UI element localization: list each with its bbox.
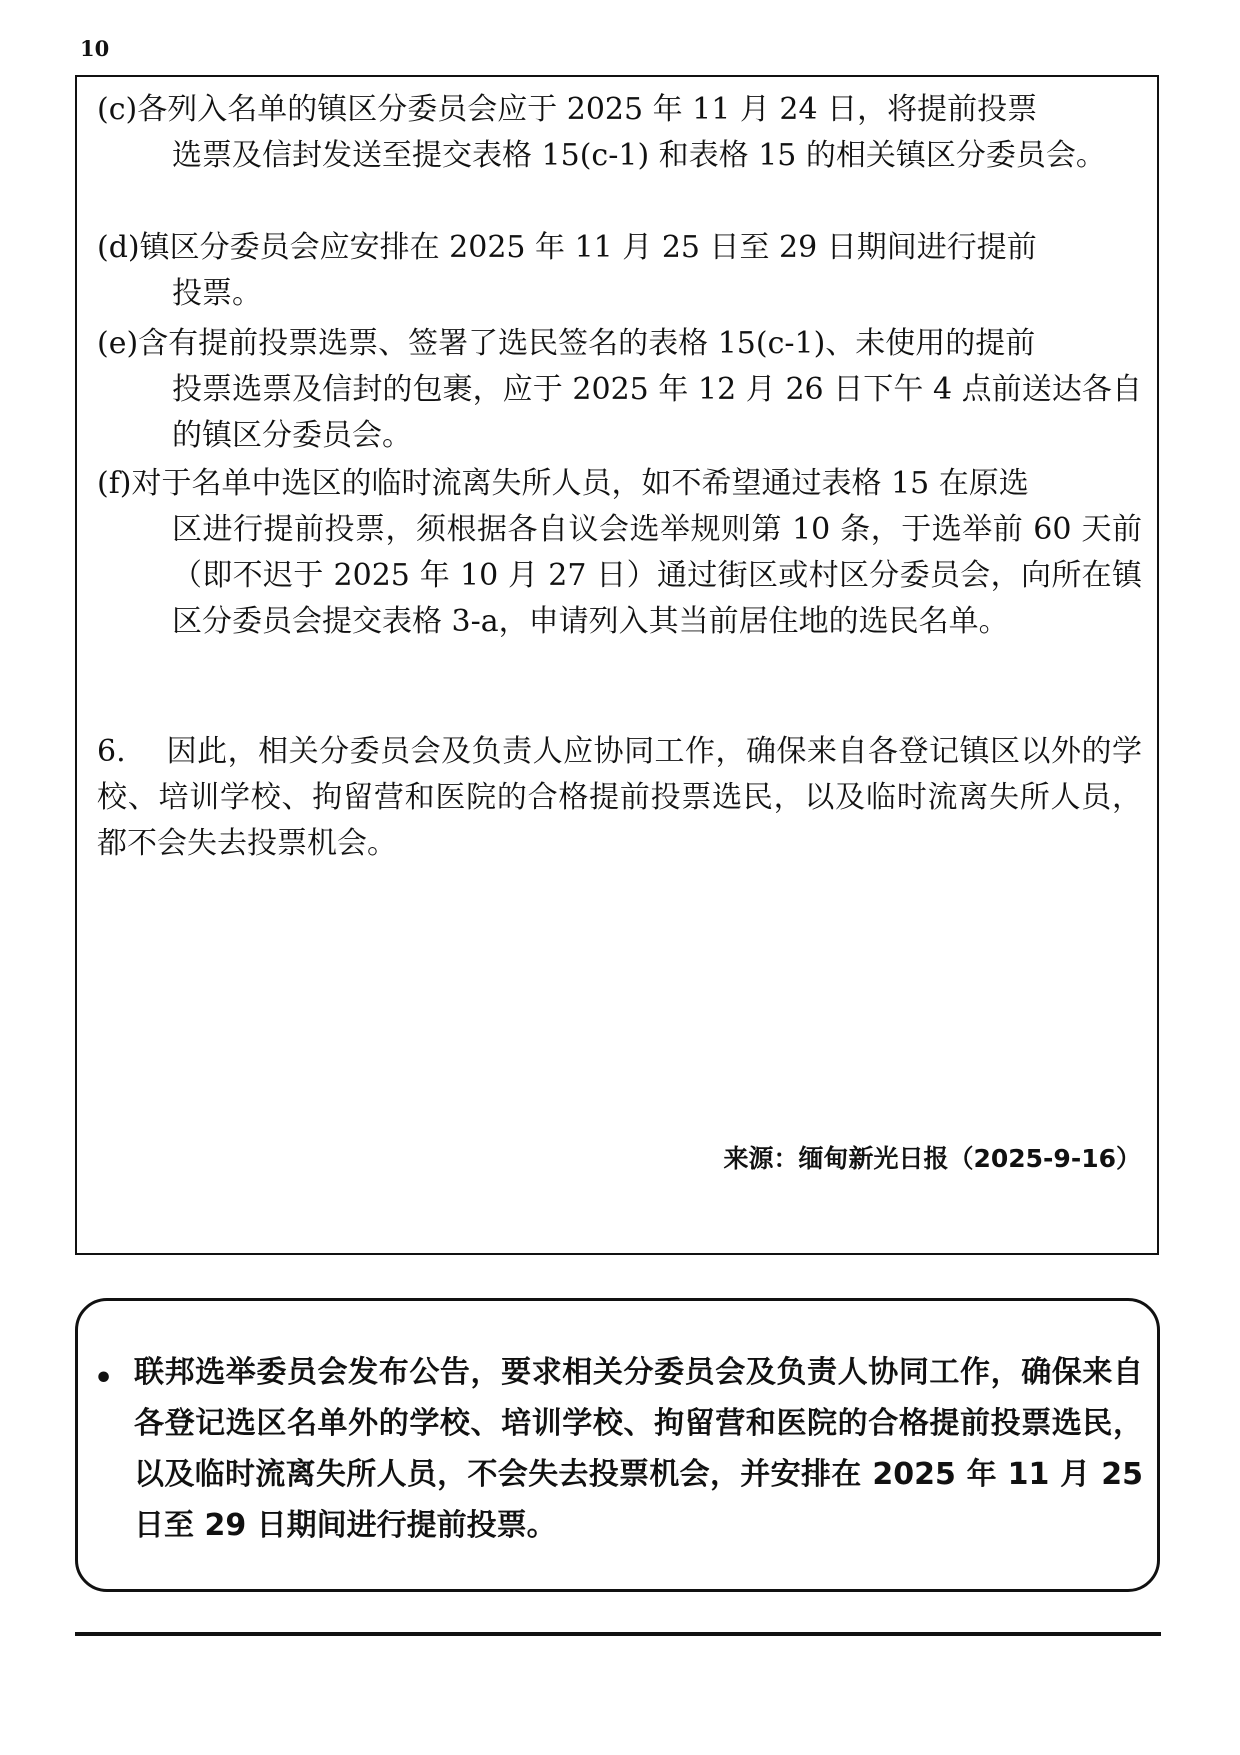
item-c-first-line: (c)各列入名单的镇区分委员会应于 2025 年 11 月 24 日，将提前投票 [97, 92, 1038, 127]
item-d-first-line: (d)镇区分委员会应安排在 2025 年 11 月 25 日至 29 日期间进行提前 [97, 230, 1037, 265]
summary-box [75, 1298, 1160, 1592]
item-e [97, 321, 1142, 459]
bullet-icon: • [94, 1361, 114, 1396]
item-f-first-line: (f)对于名单中选区的临时流离失所人员，如不希望通过表格 15 在原选 [97, 466, 1029, 501]
article-box [75, 75, 1159, 1255]
summary-text: 联邦选举委员会发布公告，要求相关分委员会及负责人协同工作，确保来自各登记选区名单外的学校、培训学校、拘留营和医院的合格提前投票选民，以及临时流离失所人员，不会失去投票机会，并安排在 2025 年 11 月 25 日至 29 日期间进行提前投票。 [134, 1355, 1143, 1543]
item-c-continuation: 选票及信封发送至提交表格 15(c-1) 和表格 15 的相关镇区分委员会。 [172, 138, 1106, 173]
bottom-divider [75, 1632, 1161, 1636]
item-d [97, 225, 1142, 317]
page-number: 10 [80, 36, 110, 61]
item-f-continuation: 区进行提前投票，须根据各自议会选举规则第 10 条，于选举前 60 天前（即不迟于 2025 年 10 月 27 日）通过街区或村区分委员会，向所在镇区分委员会提交表格 3-a，申请列入其当前居住地的选民名单。 [172, 512, 1142, 639]
paragraph-6: 6. 因此，相关分委员会及负责人应协同工作，确保来自各登记镇区以外的学校、培训学校、拘留营和医院的合格提前投票选民，以及临时流离失所人员，都不会失去投票机会。 [97, 734, 1142, 861]
item-f [97, 461, 1142, 645]
source-citation: 来源：缅甸新光日报（2025-9-16） [723, 1144, 1141, 1173]
item-e-first-line: (e)含有提前投票选票、签署了选民签名的表格 15(c-1)、未使用的提前 [97, 326, 1036, 361]
item-e-continuation: 投票选票及信封的包裹，应于 2025 年 12 月 26 日下午 4 点前送达各自的镇区分委员会。 [172, 372, 1142, 453]
item-c [97, 87, 1142, 179]
item-d-continuation: 投票。 [172, 276, 262, 311]
